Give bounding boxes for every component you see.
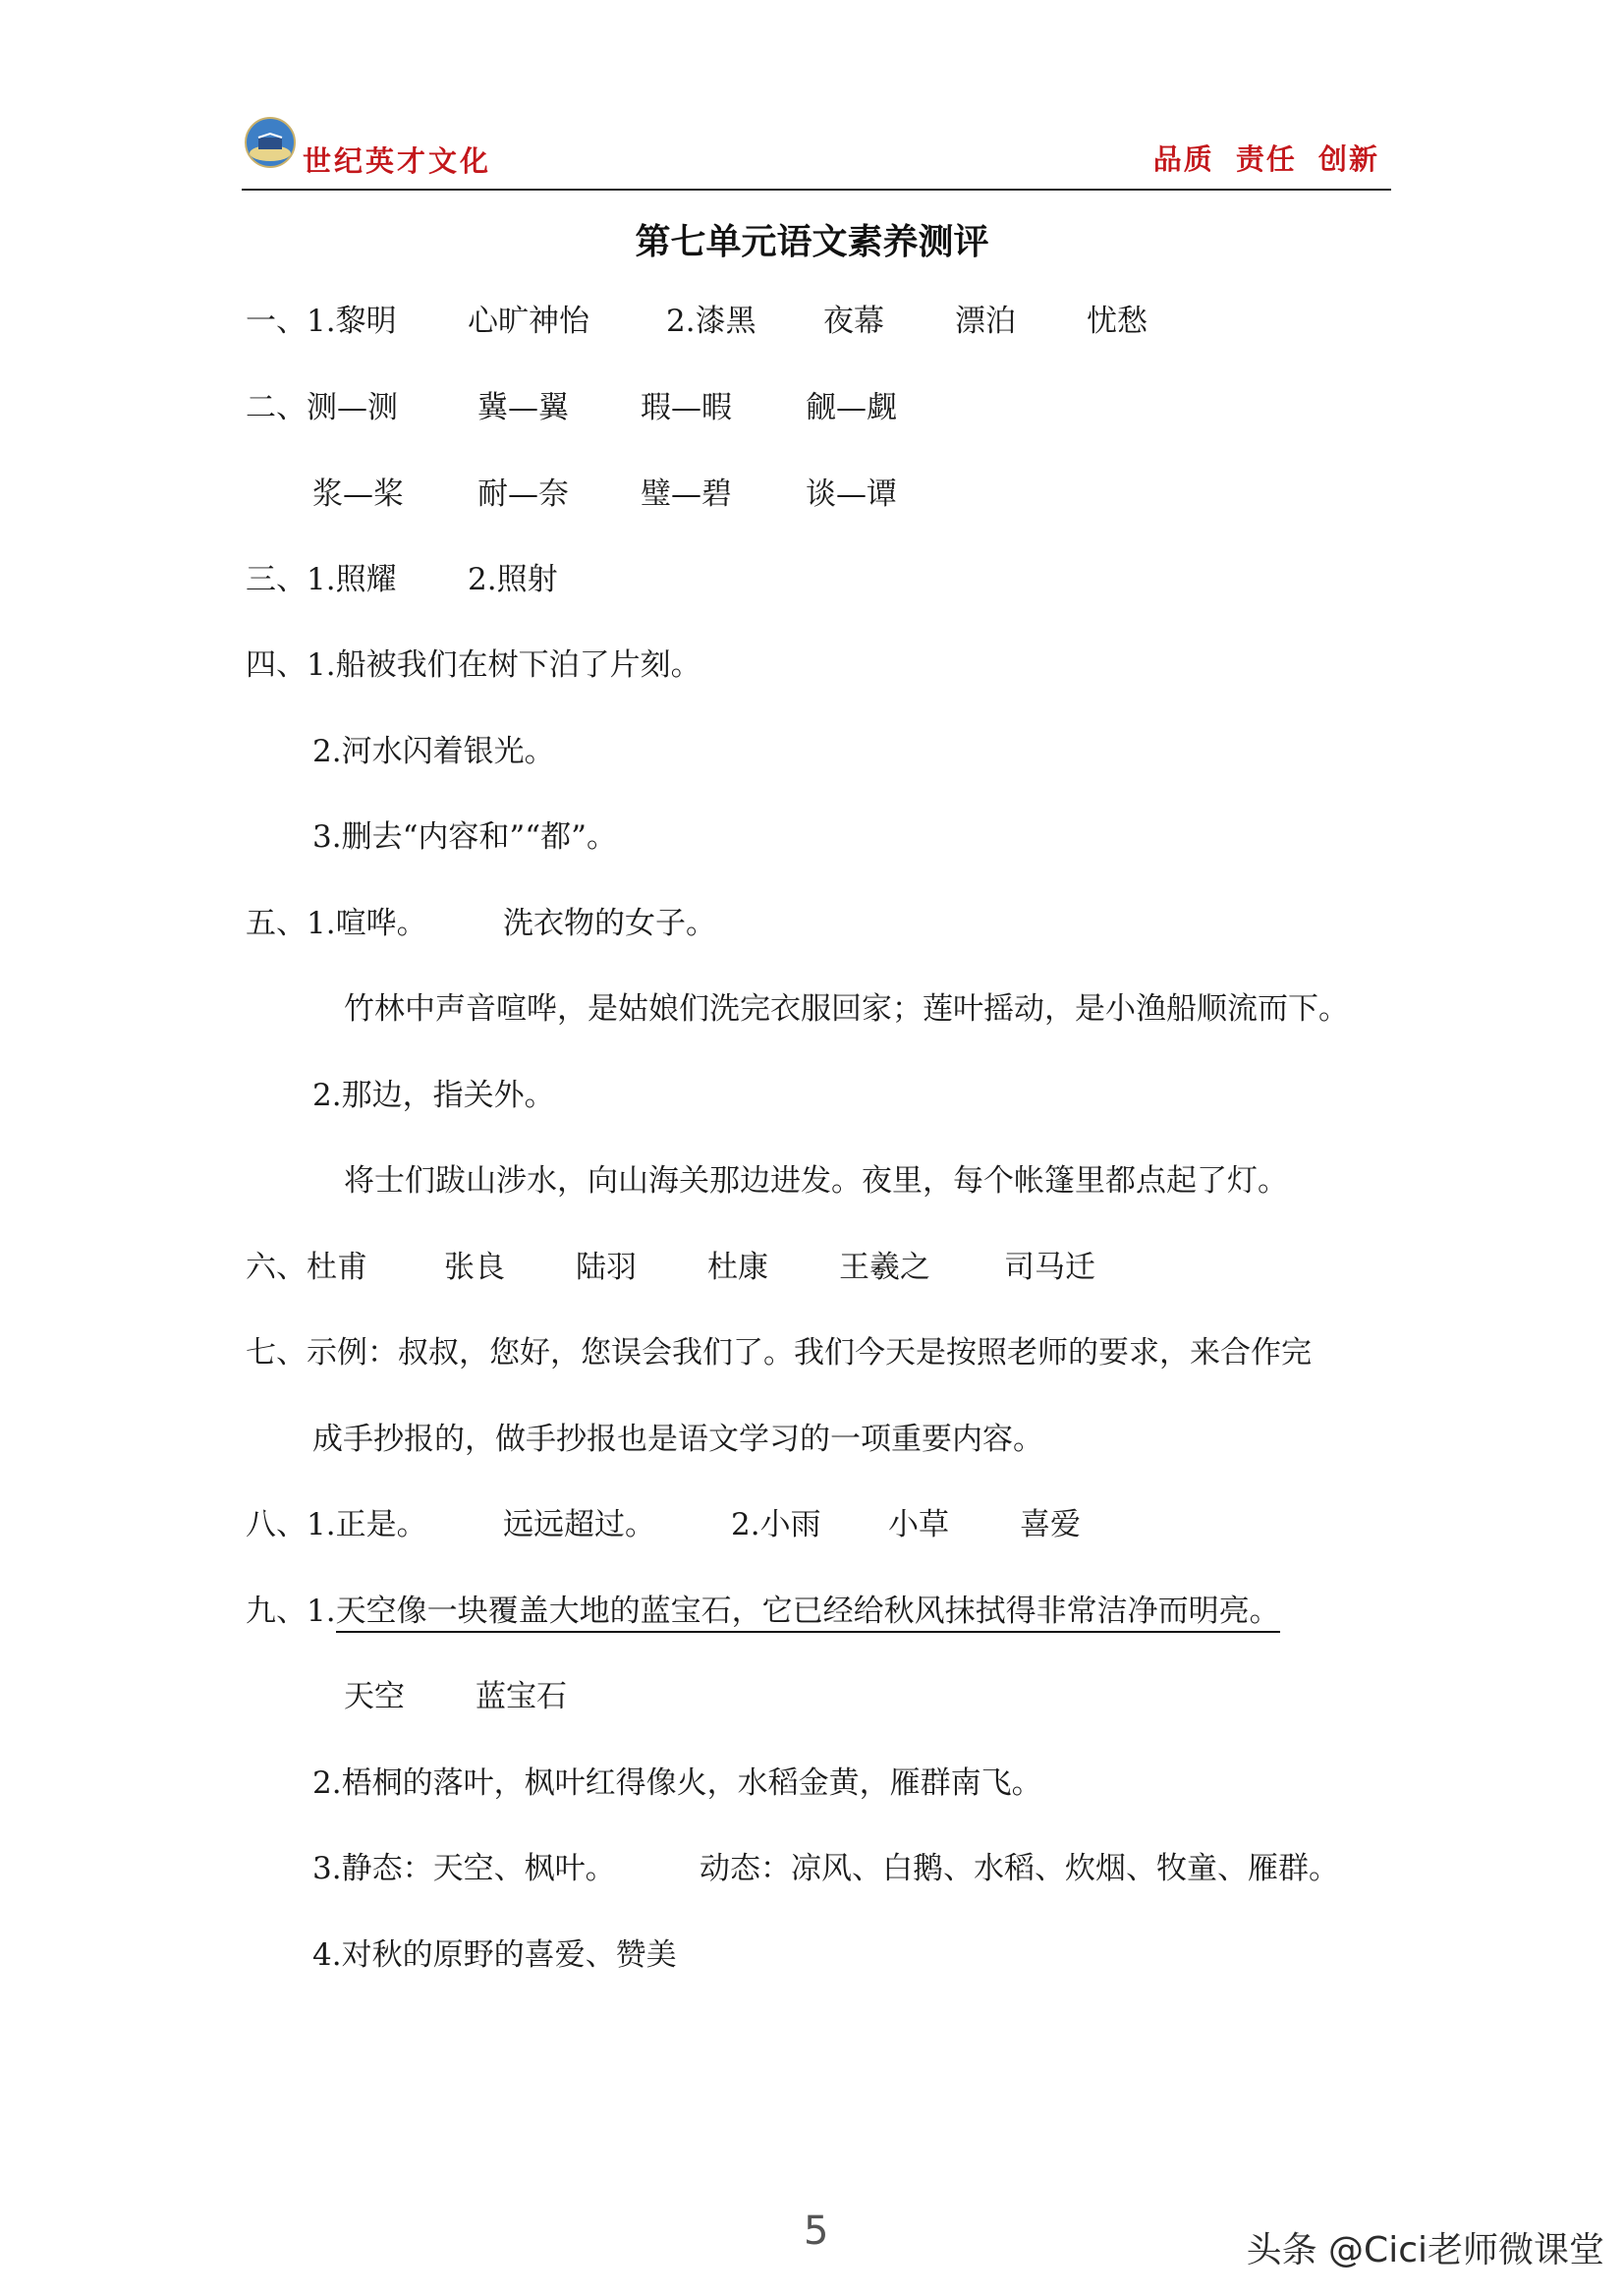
answer-q4-3: 3.删去“内容和”“都”。 bbox=[312, 819, 617, 855]
q6-item: 司马迁 bbox=[1004, 1250, 1095, 1285]
answer-q9-row1 bbox=[246, 1592, 1280, 1631]
q8-item: 远远超过。 bbox=[503, 1507, 655, 1542]
answer-q4-1: 四、1.船被我们在树下泊了片刻。 bbox=[246, 647, 701, 683]
q6-item: 陆羽 bbox=[576, 1250, 637, 1285]
q2-item: 谈—谭 bbox=[806, 476, 897, 512]
q2-item: 二、测—测 bbox=[246, 390, 398, 425]
q9-item: 天空 bbox=[344, 1679, 405, 1714]
q9-dynamic: 动态：凉风、白鹅、水稻、炊烟、牧童、雁群。 bbox=[700, 1851, 1339, 1886]
brand-slogan: 品质 责任 创新 bbox=[1152, 142, 1379, 176]
q2-item: 浆—桨 bbox=[312, 476, 404, 512]
q8-item: 2.小雨 bbox=[731, 1507, 821, 1542]
q1-item: 忧愁 bbox=[1087, 304, 1148, 339]
q1-item: 一、1.黎明 bbox=[246, 304, 397, 339]
answer-q9-row5: 4.对秋的原野的喜爱、赞美 bbox=[312, 1937, 677, 1973]
q6-item: 张良 bbox=[444, 1250, 505, 1285]
q9-item: 蓝宝石 bbox=[476, 1679, 567, 1714]
q8-item: 喜爱 bbox=[1020, 1507, 1081, 1542]
q3-item: 三、1.照耀 bbox=[246, 562, 397, 597]
q9-underlined-sentence: 天空像一块覆盖大地的蓝宝石，它已经给秋风抹拭得非常洁净而明亮。 bbox=[336, 1594, 1280, 1633]
answer-q5-row4: 将士们跋山涉水，向山海关那边进发。夜里，每个帐篷里都点起了灯。 bbox=[344, 1163, 1288, 1199]
q2-item: 耐—奈 bbox=[477, 476, 569, 512]
q9-static: 3.静态：天空、枫叶。 bbox=[312, 1851, 616, 1886]
answer-q5-row3: 2.那边，指关外。 bbox=[312, 1078, 555, 1113]
page-title: 第七单元语文素养测评 bbox=[635, 222, 989, 262]
page-header bbox=[242, 114, 1391, 191]
q1-item: 心旷神怡 bbox=[468, 304, 589, 339]
q5-item: 五、1.喧哗。 bbox=[246, 906, 427, 941]
q2-item: 瑕—暇 bbox=[641, 390, 732, 425]
q1-item: 夜幕 bbox=[823, 304, 884, 339]
q2-item: 觎—觑 bbox=[806, 390, 897, 425]
q8-item: 八、1.正是。 bbox=[246, 1507, 427, 1542]
q8-item: 小草 bbox=[888, 1507, 949, 1542]
q9-prefix: 九、1. bbox=[246, 1594, 336, 1629]
answer-q4-2: 2.河水闪着银光。 bbox=[312, 734, 555, 769]
brand-name: 世纪英才文化 bbox=[303, 144, 492, 178]
q1-item: 2.漆黑 bbox=[666, 304, 756, 339]
answer-q7-row2: 成手抄报的，做手抄报也是语文学习的一项重要内容。 bbox=[312, 1422, 1043, 1457]
answer-q5-row2: 竹林中声音喧哗，是姑娘们洗完衣服回家；莲叶摇动，是小渔船顺流而下。 bbox=[344, 991, 1349, 1027]
q2-item: 璧—碧 bbox=[641, 476, 732, 512]
q6-item: 六、杜甫 bbox=[246, 1250, 367, 1285]
q3-item: 2.照射 bbox=[468, 562, 558, 597]
q6-item: 王羲之 bbox=[839, 1250, 930, 1285]
q1-item: 漂泊 bbox=[955, 304, 1016, 339]
page-number: 5 bbox=[804, 2209, 829, 2254]
q2-item: 冀—翼 bbox=[477, 390, 569, 425]
answer-q9-row3: 2.梧桐的落叶，枫叶红得像火，水稻金黄，雁群南飞。 bbox=[312, 1765, 1042, 1801]
logo-icon bbox=[244, 116, 297, 169]
watermark-text: 头条 @Cici老师微课堂 bbox=[1246, 2230, 1604, 2270]
q6-item: 杜康 bbox=[707, 1250, 768, 1285]
q5-item: 洗衣物的女子。 bbox=[503, 906, 716, 941]
answer-q7-row1: 七、示例：叔叔，您好，您误会我们了。我们今天是按照老师的要求，来合作完 bbox=[246, 1335, 1312, 1371]
